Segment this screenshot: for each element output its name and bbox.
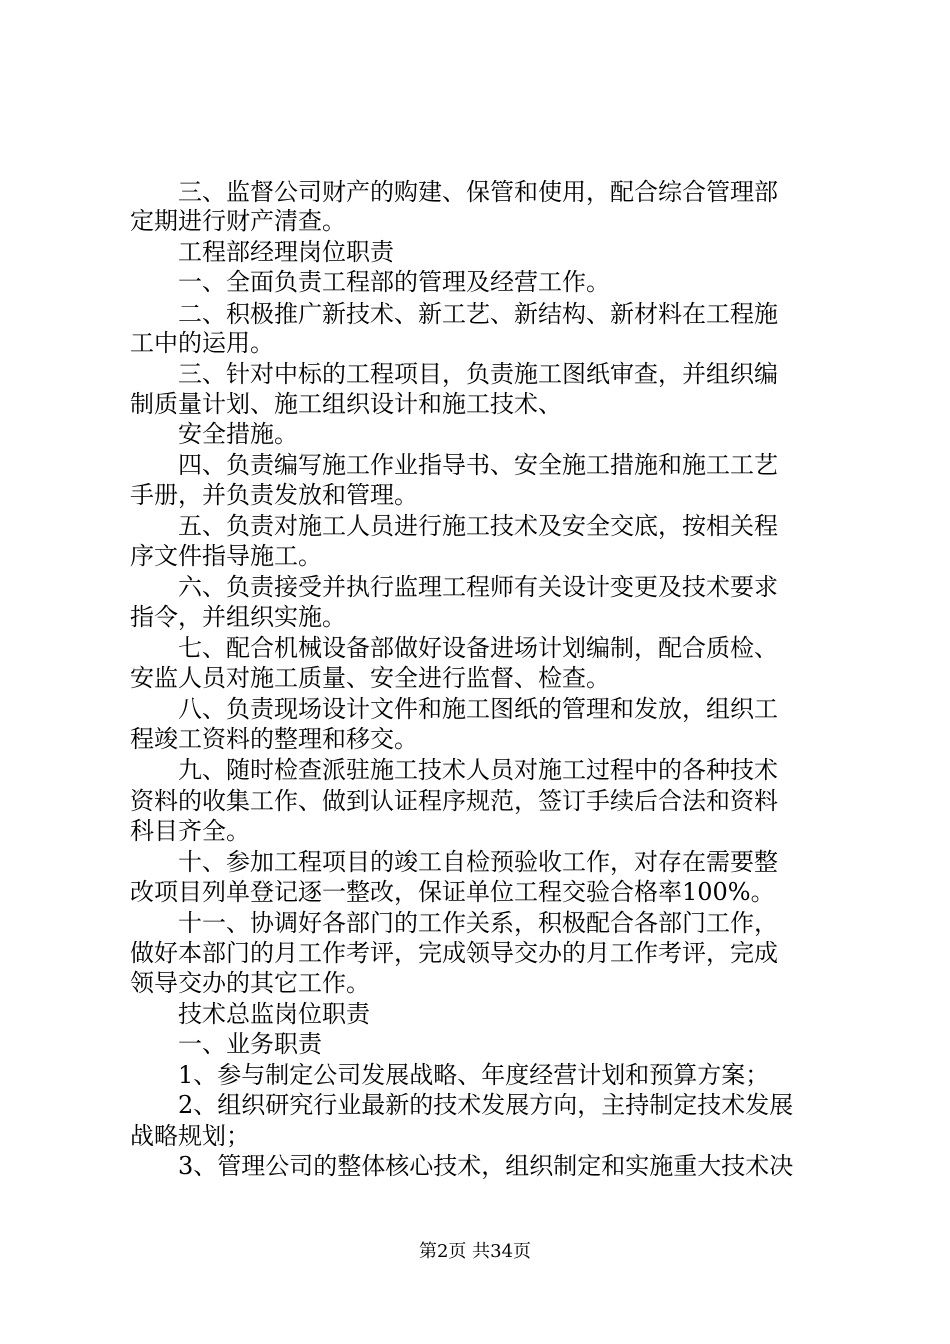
text-line: 工中的运用。 xyxy=(130,329,274,357)
text-line: 二、积极推广新技术、新工艺、新结构、新材料在工程施 xyxy=(130,300,778,328)
section-heading: 工程部经理岗位职责 xyxy=(130,238,394,266)
text-line: 三、监督公司财产的购建、保管和使用，配合综合管理部 xyxy=(130,178,778,206)
text-line: 程竣工资料的整理和移交。 xyxy=(130,725,418,753)
text-line: 2、组织研究行业最新的技术发展方向，主持制定技术发展 xyxy=(130,1091,794,1119)
text-line: 领导交办的其它工作。 xyxy=(130,969,370,997)
text-line: 改项目列单登记逐一整改，保证单位工程交验合格率100%。 xyxy=(130,878,775,906)
text-line: 手册，并负责发放和管理。 xyxy=(130,481,418,509)
text-line: 科目齐全。 xyxy=(130,817,250,845)
text-line: 指令，并组织实施。 xyxy=(130,603,346,631)
text-line: 七、配合机械设备部做好设备进场计划编制，配合质检、 xyxy=(130,634,778,662)
text-line: 八、负责现场设计文件和施工图纸的管理和发放，组织工 xyxy=(130,695,778,723)
text-line: 一、业务职责 xyxy=(130,1030,322,1058)
text-line: 定期进行财产清查。 xyxy=(130,207,346,235)
page-number-footer: 第2页 共34页 xyxy=(418,1241,532,1262)
text-line: 做好本部门的月工作考评，完成领导交办的月工作考评，完成 xyxy=(130,939,778,967)
text-line: 资料的收集工作、做到认证程序规范，签订手续后合法和资料 xyxy=(130,787,778,815)
text-line: 九、随时检查派驻施工技术人员对施工过程中的各种技术 xyxy=(130,756,778,784)
text-line: 序文件指导施工。 xyxy=(130,542,322,570)
text-line: 战略规划； xyxy=(130,1122,250,1150)
text-line: 六、负责接受并执行监理工程师有关设计变更及技术要求 xyxy=(130,573,778,601)
section-heading: 技术总监岗位职责 xyxy=(130,1000,370,1028)
text-line: 3、管理公司的整体核心技术，组织制定和实施重大技术决 xyxy=(130,1152,794,1180)
text-line: 五、负责对施工人员进行施工技术及安全交底，按相关程 xyxy=(130,512,778,540)
text-line: 一、全面负责工程部的管理及经营工作。 xyxy=(130,268,610,296)
text-line: 十、参加工程项目的竣工自检预验收工作，对存在需要整 xyxy=(130,848,778,876)
text-line: 三、针对中标的工程项目，负责施工图纸审查，并组织编 xyxy=(130,360,778,388)
text-line: 1、参与制定公司发展战略、年度经营计划和预算方案； xyxy=(130,1061,770,1089)
text-line: 安全措施。 xyxy=(130,420,298,448)
text-line: 安监人员对施工质量、安全进行监督、检查。 xyxy=(130,664,610,692)
text-line: 十一、协调好各部门的工作关系，积极配合各部门工作， xyxy=(130,909,778,937)
text-line: 制质量计划、施工组织设计和施工技术、 xyxy=(130,390,562,418)
text-line: 四、负责编写施工作业指导书、安全施工措施和施工工艺 xyxy=(130,451,778,479)
